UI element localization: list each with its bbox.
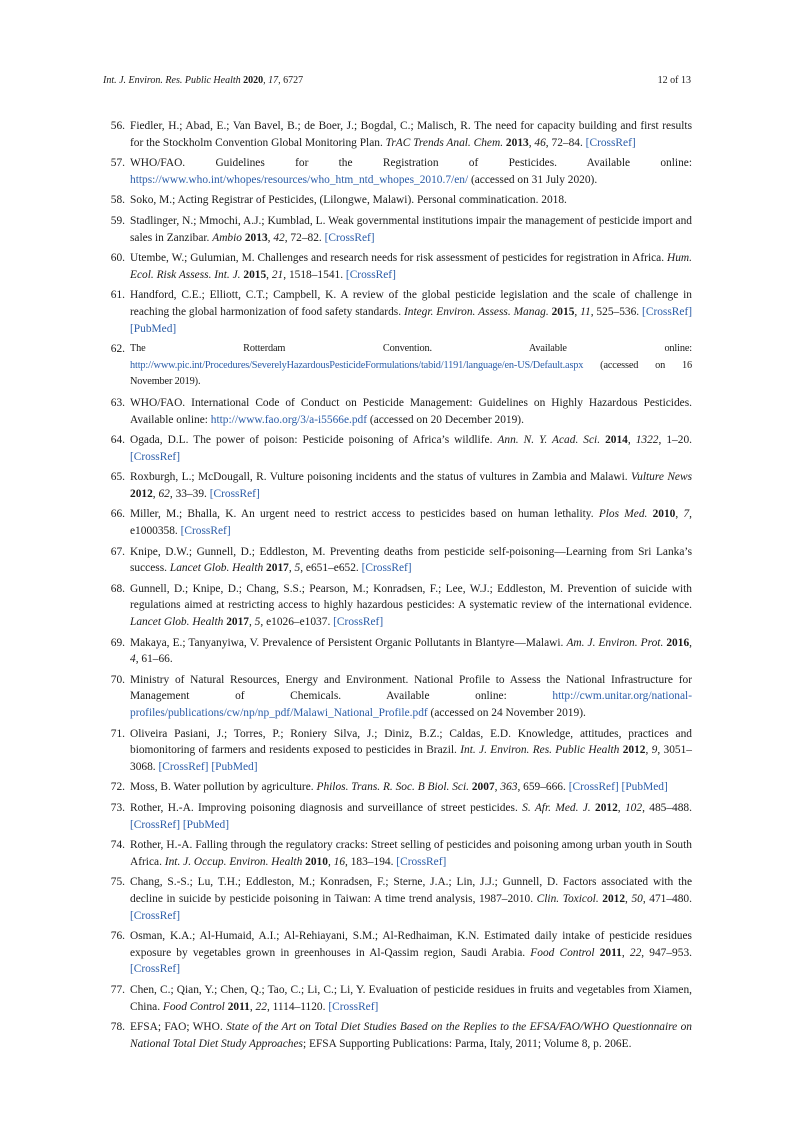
reference-segment: (accessed on 16 November 2019).	[130, 359, 692, 388]
reference-segment: , 1–20.	[658, 434, 692, 447]
reference-segment: ,	[288, 562, 295, 575]
reference-link[interactable]: [CrossRef]	[130, 909, 180, 922]
reference-link[interactable]: [CrossRef]	[568, 781, 619, 794]
reference-segment: , 61–66.	[135, 653, 173, 666]
reference-year: 2011	[599, 946, 622, 959]
reference-item	[103, 800, 692, 833]
reference-italic: 22	[255, 1000, 267, 1013]
reference-italic: 50	[631, 892, 643, 905]
reference-segment: EFSA; FAO; WHO.	[130, 1021, 227, 1034]
reference-number: 56.	[110, 120, 125, 132]
reference-italic: 102	[624, 801, 643, 814]
reference-segment: , 525–536.	[590, 305, 643, 318]
reference-italic: S. Afr. Med. J.	[522, 801, 591, 814]
reference-year: 2013	[244, 231, 268, 244]
reference-text	[130, 581, 692, 631]
page-header	[103, 73, 691, 89]
reference-segment: , 947–953.	[641, 946, 692, 959]
reference-text	[130, 432, 692, 465]
reference-italic: Vulture News	[631, 471, 693, 484]
page-number: 12 of 13	[657, 75, 691, 86]
reference-segment: ,	[494, 781, 501, 794]
reference-italic: 46	[534, 136, 546, 149]
reference-year: 2017	[226, 616, 249, 629]
reference-number: 77.	[110, 983, 125, 996]
reference-item	[103, 213, 692, 246]
reference-italic: 4	[130, 653, 136, 666]
reference-item	[103, 635, 692, 668]
reference-year: 2012	[622, 744, 646, 757]
reference-item	[103, 837, 692, 870]
reference-segment: Stadlinger, N.; Mmochi, A.J.; Kumblad, L. Weak governmental institutions impair the management of pesticide import and sales in Zanzibar.	[130, 214, 692, 244]
reference-segment: Rother, H.-A. Improving poisoning diagnosis and surveillance of street pesticides.	[130, 801, 523, 814]
reference-segment: Osman, K.A.; Al-Humaid, A.I.; Al-Rehiayani, S.M.; Al-Redhaiman, K.N. Estimated daily intake of pesticide residues exposure by vegetables grown in greenhouses in Al-Qassim region, Saudi Arabia.	[130, 930, 692, 959]
reference-year: 2010	[652, 508, 676, 521]
reference-italic: 11	[580, 305, 591, 318]
reference-segment: ,	[248, 616, 255, 629]
reference-italic: 22	[629, 946, 642, 959]
reference-number: 60.	[110, 252, 125, 265]
reference-year: 2017	[266, 562, 289, 575]
reference-text	[130, 779, 692, 796]
reference-text	[130, 395, 692, 428]
reference-item	[103, 118, 692, 151]
reference-segment: ,	[627, 434, 636, 447]
reference-italic: 42	[273, 231, 285, 244]
journal-citation: Int. J. Environ. Res. Public Health 2020, 17, 6727	[103, 75, 304, 86]
reference-text	[130, 155, 692, 188]
reference-segment: , 485–488.	[642, 801, 692, 814]
reference-text	[130, 118, 692, 151]
reference-text	[130, 341, 692, 391]
reference-segment: , 72–82.	[284, 231, 325, 244]
reference-segment: (accessed on 24 November 2019).	[427, 707, 586, 719]
reference-number: 69.	[110, 636, 125, 649]
reference-text	[130, 726, 692, 776]
reference-number: 62.	[110, 343, 125, 356]
reference-segment: , 3051–3068.	[130, 744, 693, 773]
reference-segment: Rother, H.-A. Falling through the regulatory cracks: Street selling of pesticides and poisoning among urban youth in South Africa.	[130, 839, 692, 868]
reference-italic: 363	[500, 781, 518, 794]
reference-link[interactable]: [CrossRef]	[130, 818, 180, 831]
reference-italic: 5	[254, 616, 261, 629]
reference-italic: 9	[651, 744, 658, 757]
reference-number: 61.	[110, 289, 125, 302]
reference-segment: Ministry of Natural Resources, Energy and Environment. National Profile to Assess the National Infrastructure for Management of Chemicals. Available online:	[130, 673, 692, 703]
journal-year: 2020	[243, 75, 264, 86]
reference-text	[130, 982, 692, 1015]
reference-text	[130, 635, 692, 668]
reference-link[interactable]: [CrossRef]	[324, 231, 375, 244]
reference-item	[103, 1019, 692, 1052]
reference-item	[103, 672, 692, 722]
reference-segment: ,	[528, 136, 535, 149]
reference-segment: Makaya, E.; Tanyanyiwa, V. Prevalence of Persistent Organic Pollutants in Blantyre—Malawi.	[130, 636, 567, 649]
reference-segment: , 72–84.	[545, 136, 586, 149]
reference-number: 73.	[110, 801, 125, 814]
reference-italic: Food Control	[162, 1000, 225, 1013]
reference-segment: , e651–e652.	[300, 562, 362, 575]
reference-number: 72.	[110, 781, 125, 794]
reference-item	[103, 250, 692, 283]
reference-year: 2012	[130, 487, 153, 500]
reference-segment: ,	[574, 305, 581, 318]
reference-italic: State of the Art on Total Diet Studies Based on the Replies to the EFSA/FAO/WHO Questionnaire on National Total Diet Study Approaches	[130, 1021, 692, 1050]
reference-segment: ,	[249, 1000, 256, 1013]
reference-segment: Oliveira Pasiani, J.; Torres, P.; Roniery Silva, J.; Diniz, B.Z.; Caldas, E.D. Knowledge, attitudes, practices and biomonitoring of farmers and residents exposed to pesticides in Brazil.	[130, 727, 692, 757]
reference-item	[103, 581, 692, 631]
reference-text	[130, 800, 692, 833]
reference-segment: ,	[689, 636, 692, 649]
reference-segment: Fiedler, H.; Abad, E.; Van Bavel, B.; de Boer, J.; Bogdal, C.; Malisch, R. The need for capacity building and first results for the Stockholm Convention Global Monitoring Plan.	[130, 120, 692, 149]
reference-segment: , 1114–1120.	[266, 1000, 329, 1013]
reference-link[interactable]: [CrossRef]	[209, 487, 260, 500]
reference-segment: WHO/FAO. Guidelines for the Registration of Pesticides. Available online:	[130, 157, 692, 170]
reference-segment: ,	[621, 946, 630, 959]
reference-text	[130, 506, 692, 539]
reference-item	[103, 469, 692, 502]
reference-link[interactable]: [CrossRef]	[130, 450, 180, 463]
reference-text	[130, 287, 692, 337]
reference-link[interactable]: [CrossRef]	[361, 562, 412, 575]
reference-text	[130, 213, 692, 246]
reference-link[interactable]: [PubMed]	[211, 760, 258, 773]
reference-year: 2015	[243, 268, 267, 281]
reference-text	[130, 837, 692, 870]
reference-link[interactable]: http://www.fao.org/3/a-i5566e.pdf	[210, 413, 368, 426]
reference-italic: Ambio	[212, 231, 242, 244]
reference-number: 66.	[110, 508, 125, 521]
reference-text	[130, 874, 692, 924]
reference-segment: ,	[645, 744, 652, 757]
reference-segment: ,	[625, 892, 632, 905]
reference-item	[103, 982, 692, 1015]
reference-item	[103, 341, 692, 391]
reference-segment: Moss, B. Water pollution by agriculture.	[130, 781, 317, 794]
journal-name: Int. J. Environ. Res. Public Health	[103, 75, 241, 86]
reference-segment: Miller, M.; Bhalla, K. An urgent need to restrict access to pesticides based on human lethality.	[130, 508, 599, 521]
reference-number: 76.	[110, 930, 125, 943]
reference-item	[103, 287, 692, 337]
reference-italic: Lancet Glob. Health	[130, 616, 224, 629]
reference-segment: Utembe, W.; Gulumian, M. Challenges and research needs for risk assessment of pesticides for registration in Africa.	[130, 252, 667, 265]
reference-segment: Chang, S.-S.; Lu, T.H.; Eddleston, M.; Konradsen, F.; Sterne, J.A.; Lin, J.J.; Gunnell, D. Factors associated with the decline in suicide by pesticide poisoning in Taiwan: A time trend analysis, 1987–2010.	[130, 876, 692, 905]
reference-segment: ,	[327, 855, 334, 868]
reference-italic: 5	[294, 562, 301, 575]
reference-text	[130, 672, 692, 722]
reference-italic: Integr. Environ. Assess. Manag.	[403, 305, 549, 318]
reference-italic: Plos Med.	[598, 508, 648, 521]
reference-text	[130, 544, 692, 577]
reference-number: 67.	[110, 545, 125, 558]
reference-segment: , 183–194.	[345, 855, 397, 868]
reference-segment: , 471–480.	[642, 892, 692, 905]
reference-item	[103, 874, 692, 924]
reference-number: 78.	[110, 1021, 125, 1034]
reference-italic: 7	[683, 508, 690, 521]
reference-number: 58.	[110, 194, 125, 207]
reference-segment: ,	[266, 268, 272, 281]
reference-number: 71.	[110, 727, 125, 740]
reference-item	[103, 395, 692, 428]
reference-segment: , e1026–e1037.	[260, 616, 334, 629]
reference-text	[130, 1019, 692, 1052]
article-number: 6727	[283, 75, 304, 86]
reference-link[interactable]: [PubMed]	[621, 781, 668, 794]
reference-segment: ,	[675, 508, 684, 521]
reference-italic: Int. J. Occup. Environ. Health	[164, 855, 303, 868]
reference-text	[130, 250, 692, 283]
reference-italic: 62	[158, 487, 170, 500]
reference-item	[103, 544, 692, 577]
reference-link[interactable]: [CrossRef]	[585, 136, 636, 149]
reference-italic: TrAC Trends Anal. Chem.	[385, 136, 504, 149]
reference-segment: , e1000358.	[130, 508, 692, 538]
reference-segment: , 1518–1541.	[283, 268, 346, 281]
reference-italic: 16	[333, 855, 346, 868]
reference-link[interactable]: [CrossRef]	[396, 855, 447, 868]
reference-segment: Soko, M.; Acting Registrar of Pesticides, (Lilongwe, Malawi). Personal comminatication. 2018.	[130, 194, 567, 207]
reference-link[interactable]: [CrossRef]	[333, 616, 384, 629]
reference-italic: Am. J. Environ. Prot.	[566, 636, 664, 649]
reference-italic: Ann. N. Y. Acad. Sci.	[497, 434, 601, 447]
reference-segment: Chen, C.; Qian, Y.; Chen, Q.; Tao, C.; Li, C.; Li, Y. Evaluation of pesticide residues in fruits and vegetables from Xiamen, China.	[130, 983, 692, 1013]
reference-year: 2016	[666, 636, 690, 649]
reference-italic: Lancet Glob. Health	[169, 562, 264, 575]
reference-link[interactable]: [CrossRef]	[158, 760, 209, 773]
reference-segment: ,	[617, 801, 625, 814]
reference-link[interactable]: http://cwm.unitar.org/national-profiles/publications/cw/np/np_pdf/Malawi_National_Profile.pdf	[130, 690, 692, 719]
reference-segment: Gunnell, D.; Knipe, D.; Chang, S.S.; Pearson, M.; Konradsen, F.; Lee, W.J.; Eddleston, M. Prevention of suicide with regulations aimed at restricting access to highly hazardous pesticides: A systematic review of the international evidence.	[130, 582, 692, 612]
reference-italic: Hum. Ecol. Risk Assess. Int. J.	[130, 252, 692, 281]
reference-segment: ; EFSA Supporting Publications: Parma, Italy, 2011; Volume 8, p. 206E.	[302, 1037, 632, 1050]
reference-italic: 1322	[635, 434, 659, 447]
reference-segment: (accessed on 31 July 2020).	[468, 173, 598, 186]
reference-item	[103, 432, 692, 465]
reference-link[interactable]: [CrossRef]	[642, 305, 693, 318]
reference-segment: ,	[267, 231, 274, 244]
reference-segment: WHO/FAO. International Code of Conduct on Pesticide Management: Guidelines on Highly Hazardous Pesticides. Available online:	[130, 396, 692, 426]
reference-text	[130, 469, 692, 502]
reference-year: 2014	[605, 434, 628, 447]
reference-segment: Knipe, D.W.; Gunnell, D.; Eddleston, M. Preventing deaths from pesticide self-poisoning—Learning from Sri Lanka’s success.	[130, 545, 692, 575]
reference-italic: 21	[271, 268, 284, 281]
reference-link[interactable]: https://www.who.int/whopes/resources/who_htm_ntd_whopes_2010.7/en/	[130, 173, 469, 186]
reference-number: 75.	[110, 876, 125, 889]
reference-number: 59.	[110, 214, 125, 227]
reference-year: 2007	[471, 781, 495, 794]
reference-text	[130, 192, 692, 209]
reference-segment: Handford, C.E.; Elliott, C.T.; Campbell, K. A review of the global pesticide legislation and the scale of challenge in reaching the global harmonization of food safety standards.	[130, 289, 692, 318]
reference-year: 2012	[602, 892, 626, 905]
reference-item	[103, 192, 692, 209]
reference-year: 2012	[595, 801, 618, 814]
reference-item	[103, 779, 692, 796]
reference-segment: ,	[152, 487, 159, 500]
reference-year: 2013	[505, 136, 529, 149]
reference-number: 64.	[110, 434, 125, 447]
reference-link[interactable]: [PubMed]	[182, 818, 230, 831]
reference-segment: , 33–39.	[169, 487, 210, 500]
reference-year: 2010	[305, 855, 328, 868]
reference-segment: , 659–666.	[517, 781, 569, 794]
reference-item	[103, 928, 692, 978]
reference-segment: (accessed on 20 December 2019).	[367, 413, 524, 426]
reference-link[interactable]: [CrossRef]	[328, 1000, 379, 1013]
reference-number: 70.	[110, 673, 125, 686]
reference-italic: Food Control	[530, 946, 595, 959]
reference-item	[103, 506, 692, 539]
reference-segment: Ogada, D.L. The power of poison: Pesticide poisoning of Africa’s wildlife.	[130, 434, 498, 447]
reference-link[interactable]: [PubMed]	[130, 322, 177, 335]
journal-volume: 17	[268, 75, 279, 86]
reference-number: 74.	[110, 839, 125, 852]
reference-number: 68.	[110, 582, 125, 595]
reference-item	[103, 155, 692, 188]
reference-number: 57.	[110, 157, 125, 170]
reference-link[interactable]: [CrossRef]	[180, 525, 231, 538]
reference-segment: The Rotterdam Convention. Available online:	[130, 343, 692, 355]
reference-italic: Int. J. Environ. Res. Public Health	[460, 744, 620, 757]
reference-number: 65.	[110, 471, 125, 484]
reference-link[interactable]: [CrossRef]	[130, 963, 180, 976]
reference-link[interactable]: http://www.pic.int/Procedures/SeverelyHazardousPesticideFormulations/tabid/1191/language/en-US/Default.aspx	[130, 359, 584, 371]
reference-list	[103, 118, 692, 1056]
reference-segment: Roxburgh, L.; McDougall, R. Vulture poisoning incidents and the status of vultures in Zambia and Malawi.	[130, 471, 632, 484]
reference-link[interactable]: [CrossRef]	[345, 268, 396, 281]
reference-year: 2015	[551, 305, 575, 318]
reference-number: 63.	[110, 396, 125, 409]
reference-text	[130, 928, 692, 978]
reference-italic: Philos. Trans. R. Soc. B Biol. Sci.	[316, 781, 469, 794]
reference-italic: Clin. Toxicol.	[536, 892, 599, 905]
reference-year: 2011	[227, 1000, 250, 1013]
reference-item	[103, 726, 692, 776]
